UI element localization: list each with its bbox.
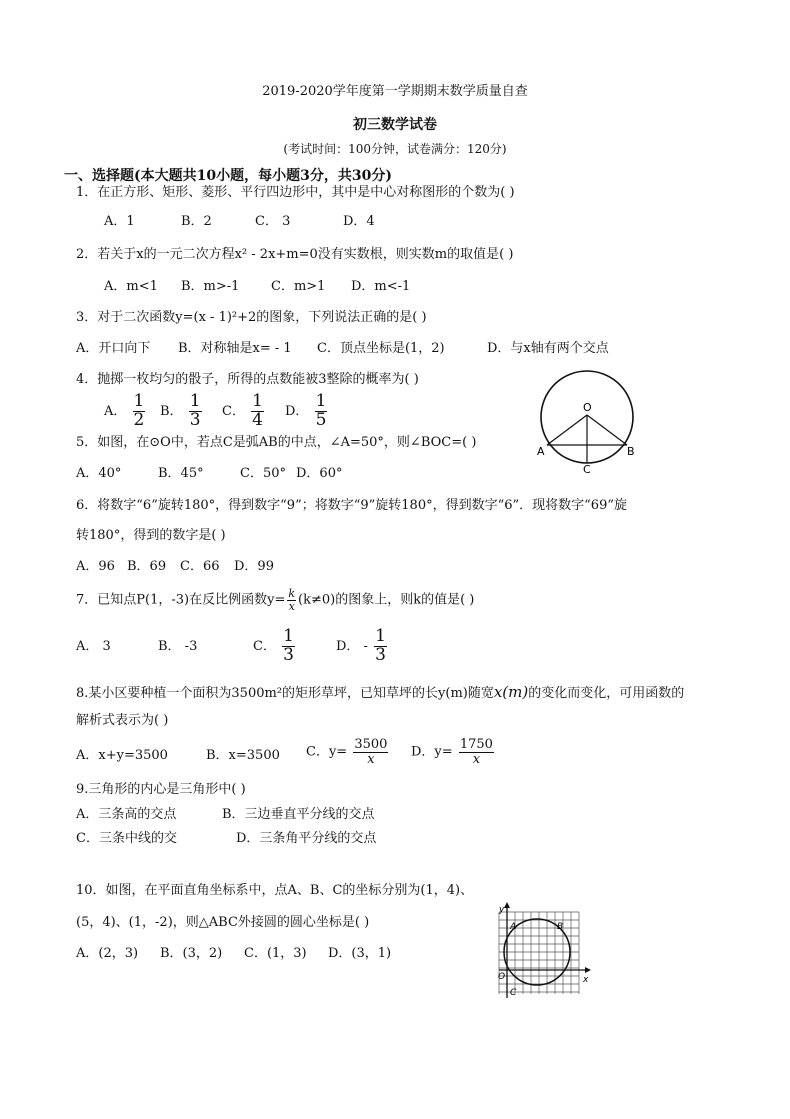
q4-option-d	[285, 393, 329, 430]
section-heading: 一、选择题(本大题共10小题，每小题3分，共30分)	[64, 168, 392, 184]
q8-stem-post: 的变化而变化，可用函数的	[528, 686, 685, 701]
segment-oa	[547, 415, 587, 445]
q2-option-c: C．m>1	[271, 279, 326, 294]
q7-stem	[76, 588, 474, 612]
q7-option-d	[336, 628, 389, 665]
q8-option-a: A．x+y=3500	[76, 748, 168, 763]
q4-option-b	[160, 393, 204, 430]
q3-stem: 3．对于二次函数y=(x - 1)²+2的图象，下列说法正确的是( )	[76, 310, 427, 325]
q7-option-b: B． -3	[158, 639, 198, 654]
q8-d-fraction: $\frac{1750}{x}$	[459, 737, 493, 767]
q8-option-c	[306, 738, 390, 766]
q5-option-a: A．40°	[76, 466, 122, 481]
q3-option-d: D．与x轴有两个交点	[487, 341, 609, 356]
label-x: x	[583, 975, 589, 985]
q10-option-d: D．(3，1)	[328, 946, 392, 961]
q8-stem-xm: x(m)	[493, 683, 529, 701]
q5-stem: 5．如图，在⊙O中，若点C是弧AB的中点，∠A=50°，则∠BOC=( )	[76, 435, 477, 450]
x-axis-arrow-icon	[585, 967, 591, 973]
q7-d-label: D． -	[336, 638, 368, 654]
q9-option-c: C．三条中线的交	[76, 831, 177, 846]
segment-ob	[587, 415, 627, 445]
label-o: O	[583, 401, 592, 414]
q1-stem: 1．在正方形、矩形、菱形、平行四边形中，其中是中心对称图形的个数为( )	[76, 185, 515, 200]
q7-stem-post: (k≠0)的图象上，则k的值是( )	[298, 592, 475, 608]
label-c: C	[583, 463, 591, 475]
q4-b-label: B．	[160, 403, 183, 419]
q4-a-label: A．	[104, 403, 127, 419]
q2-option-a: A．m<1	[104, 279, 158, 294]
label-y: y	[499, 905, 505, 915]
label-c: C	[510, 988, 517, 998]
q4-option-a	[104, 393, 147, 430]
exam-subtitle: (考试时间：100分钟，试卷满分：120分)	[283, 142, 507, 156]
q8-stem-line2: 解析式表示为( )	[76, 713, 169, 728]
y-axis-arrow-icon	[504, 902, 510, 908]
q7-c-fraction: $\frac{1}{3}$	[283, 626, 294, 665]
q4-option-c	[222, 393, 266, 430]
q7-c-label: C．	[253, 638, 276, 654]
q3-option-a: A．开口向下	[76, 341, 151, 356]
q7-stem-pre: 7．已知点P(1，-3)在反比例函数y=	[76, 592, 286, 608]
q4-d-fraction: $\frac{1}{5}$	[315, 391, 327, 430]
q1-option-d: D．4	[343, 214, 375, 229]
q4-d-label: D．	[285, 403, 309, 419]
q1-option-a: A．1	[104, 214, 135, 229]
exam-header-line: 2019-2020学年度第一学期期末数学质量自查	[262, 84, 528, 99]
q10-stem-line2: (5，4)、(1，-2)，则△ABC外接圆的圆心坐标是( )	[76, 915, 370, 930]
q6-option-d: D．99	[234, 559, 274, 574]
label-a: A	[537, 445, 545, 458]
q6-option-c: C．66	[180, 559, 220, 574]
q8-stem-pre: 8.某小区要种植一个面积为3500m²的矩形草坪，已知草坪的长y(m)随宽	[76, 686, 494, 701]
q7-option-c	[253, 628, 297, 665]
q4-a-fraction: $\frac{1}{2}$	[133, 391, 145, 430]
q4-c-label: C．	[222, 403, 245, 419]
q5-option-b: B．45°	[158, 466, 204, 481]
q10-option-b: B．(3，2)	[160, 946, 223, 961]
q1-option-b: B．2	[181, 214, 212, 229]
exam-title: 初三数学试卷	[353, 117, 437, 133]
q5-option-d: D．60°	[296, 466, 343, 481]
q10-grid-figure	[493, 902, 593, 1000]
q6-option-a: A．96	[76, 559, 115, 574]
q9-stem: 9.三角形的内心是三角形中( )	[76, 782, 246, 797]
q1-option-c: C． 3	[255, 214, 291, 229]
q7-option-a: A． 3	[76, 639, 111, 654]
q9-option-b: B．三边垂直平分线的交点	[222, 807, 375, 822]
q9-option-a: A．三条高的交点	[76, 807, 177, 822]
q8-stem-line1	[76, 683, 684, 703]
q6-option-b: B．69	[127, 559, 167, 574]
q7-k-over-x: $\frac{k}{x}$	[288, 587, 296, 613]
q8-option-d	[411, 738, 496, 766]
q10-option-c: C．(1，3)	[244, 946, 307, 961]
label-b: B	[627, 445, 635, 458]
q5-option-c: C．50°	[240, 466, 286, 481]
q4-stem: 4．抛掷一枚均匀的骰子，所得的点数能被3整除的概率为( )	[76, 372, 419, 387]
label-b: B	[557, 922, 564, 932]
q6-stem-line2: 转180°，得到的数字是( )	[76, 528, 226, 543]
q10-option-a: A．(2，3)	[76, 946, 139, 961]
q8-option-b: B．x=3500	[206, 748, 280, 763]
q3-option-c: C．顶点坐标是(1，2)	[317, 341, 445, 356]
q8-c-label: C．y=	[306, 744, 348, 760]
q5-circle-figure	[535, 365, 640, 475]
q3-option-b: B．对称轴是x= - 1	[178, 341, 292, 356]
q8-c-fraction: $\frac{3500}{x}$	[354, 737, 388, 767]
q2-stem: 2．若关于x的一元二次方程x² - 2x+m=0没有实数根，则实数m的取值是( )	[76, 247, 514, 262]
label-o: O	[498, 972, 506, 982]
q8-d-label: D．y=	[411, 744, 453, 760]
q10-stem-line1: 10．如图，在平面直角坐标系中，点A、B、C的坐标分别为(1，4)、	[76, 883, 474, 898]
q9-option-d: D．三条角平分线的交点	[236, 831, 377, 846]
label-a: A	[510, 922, 517, 932]
q2-option-b: B．m>-1	[181, 279, 240, 294]
q7-d-fraction: $\frac{1}{3}$	[375, 626, 386, 665]
q6-stem-line1: 6．将数字“6”旋转180°，得到数字“9”；将数字“9”旋转180°，得到数字“6”．现将数字“69”旋	[76, 498, 627, 513]
q4-c-fraction: $\frac{1}{4}$	[252, 391, 263, 430]
q4-b-fraction: $\frac{1}{3}$	[189, 391, 201, 430]
q2-option-d: D．m<-1	[351, 279, 411, 294]
